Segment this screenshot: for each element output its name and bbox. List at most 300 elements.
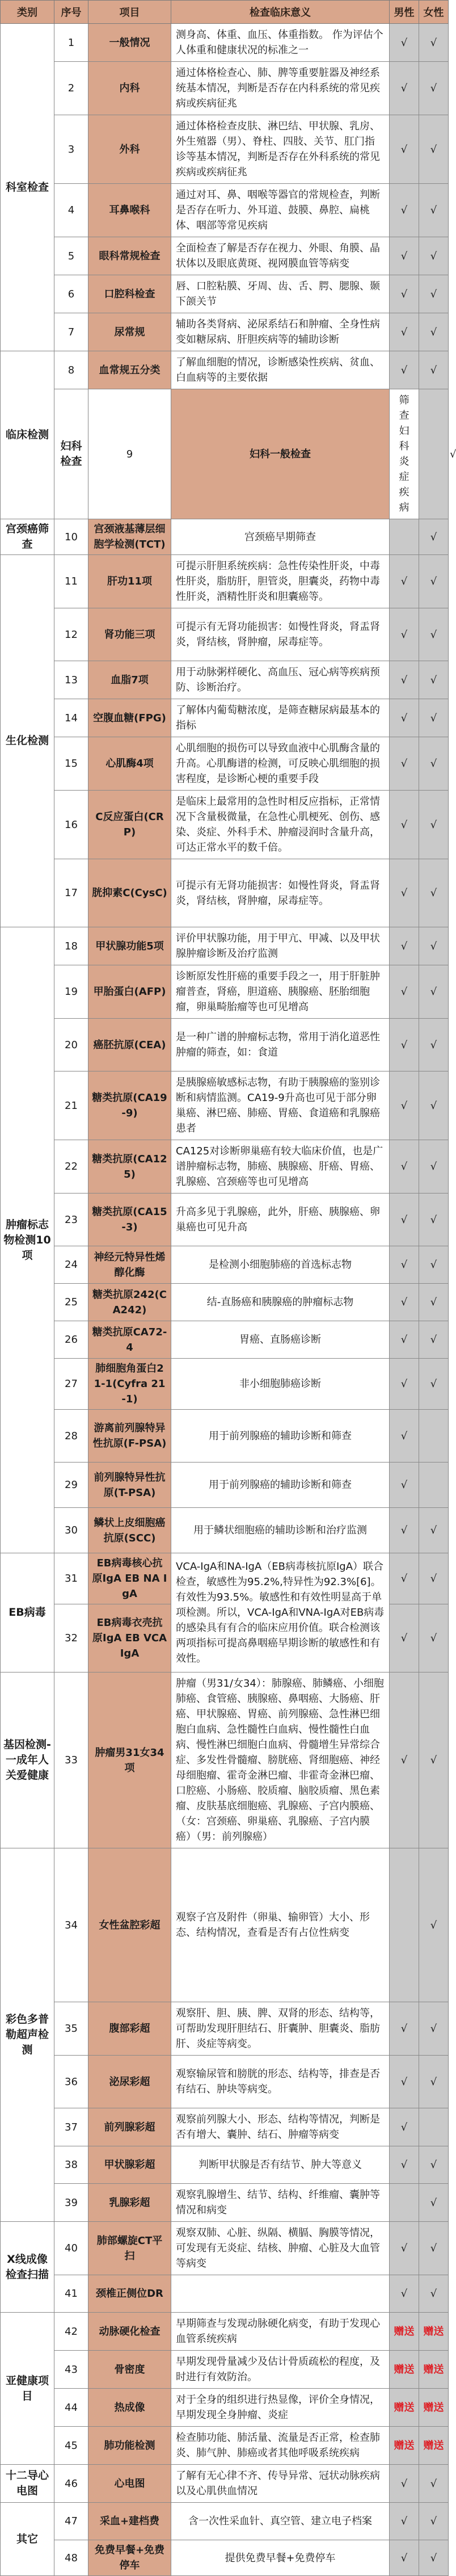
male-mark: √ xyxy=(390,965,419,1019)
item-name: 血脂7项 xyxy=(88,661,171,699)
table-header xyxy=(1,1,449,24)
row-number: 7 xyxy=(54,313,88,351)
item-name: 乳腺彩超 xyxy=(88,2184,171,2222)
item-name: 游离前列腺特异性抗原(F-PSA) xyxy=(88,1410,171,1463)
female-mark: √ xyxy=(419,2222,449,2275)
clinical-meaning: CA125对诊断卵巢癌有较大临床价值，也是广谱肿瘤标志物，肺癌、胰腺癌、肝癌、胃癌、乳腺癌、宫颈癌等也可见增高 xyxy=(171,1140,390,1194)
clinical-meaning: 是一种广谱的肿瘤标志物，常用于消化道恶性肿瘤的筛查，如：食道 xyxy=(171,1019,390,1071)
female-mark: √ xyxy=(419,1508,449,1553)
clinical-meaning: 观察肝、胆、胰、脾、双肾的形态、结构等，可帮助发现肝胆结石、肝囊肿、胆囊炎、脂肪肝、炎症等病变。 xyxy=(171,2002,390,2056)
category-cell: 妇科检查 xyxy=(54,389,88,519)
table-row xyxy=(1,2313,449,2351)
clinical-meaning: 了解血细胞的情况，诊断感染性疾病、贫血、白血病等的主要依据 xyxy=(171,351,390,389)
table-row xyxy=(1,351,449,389)
clinical-meaning: 可提示有无肾功能损害：如慢性肾炎，肾盂肾炎，肾结核，肾肿瘤，尿毒症等。 xyxy=(171,859,390,927)
item-name: 血常规五分类 xyxy=(88,351,171,389)
male-mark: √ xyxy=(390,237,419,275)
header-male: 男性 xyxy=(390,1,419,24)
item-name: 肺功能检测 xyxy=(88,2427,171,2465)
female-mark: √ xyxy=(419,1359,449,1410)
table-row xyxy=(1,1246,449,1284)
item-name: 空腹血糖(FPG) xyxy=(88,699,171,737)
male-mark: √ xyxy=(390,737,419,791)
female-mark: √ xyxy=(419,184,449,237)
table-row xyxy=(1,791,449,859)
row-number: 35 xyxy=(54,2002,88,2056)
clinical-meaning: 观察子宫及附件（卵巢、输卵管）大小、形态、结构情况，查看是否有占位性病变 xyxy=(171,1848,390,2002)
category-cell: 宫颈癌筛查 xyxy=(1,519,54,555)
female-mark: √ xyxy=(419,115,449,184)
male-mark: √ xyxy=(390,1410,419,1463)
row-number: 6 xyxy=(54,275,88,313)
male-mark: √ xyxy=(390,1019,419,1071)
table-row xyxy=(1,62,449,115)
category-cell: 临床检测 xyxy=(1,351,54,519)
clinical-meaning: 含一次性采血针、真空管、建立电子档案 xyxy=(171,2503,390,2540)
table-row xyxy=(1,2056,449,2108)
item-name: 糖类抗原(CA15-3) xyxy=(88,1194,171,1246)
female-mark: √ xyxy=(419,313,449,351)
item-name: 甲状腺彩超 xyxy=(88,2146,171,2184)
clinical-meaning: 升高多见于乳腺癌，此外，肝癌、胰腺癌、卵巢癌也可见升高 xyxy=(171,1194,390,1246)
header-meaning: 检查临床意义 xyxy=(171,1,390,24)
item-name: 骨密度 xyxy=(88,2351,171,2389)
male-mark: √ xyxy=(390,661,419,699)
male-mark: √ xyxy=(390,2540,419,2576)
item-name: 内科 xyxy=(88,62,171,115)
item-name: 糖类抗原242(CA242) xyxy=(88,1284,171,1321)
row-number: 45 xyxy=(54,2427,88,2465)
table-row xyxy=(1,1848,449,2002)
male-mark: √ xyxy=(390,2465,419,2503)
female-mark: √ xyxy=(419,1553,449,1604)
item-name: 糖类抗原CA72-4 xyxy=(88,1321,171,1359)
male-mark: √ xyxy=(390,1284,419,1321)
clinical-meaning: 是临床上最常用的急性时相反应指标，正常情况下含量极微量，在急性心肌梗死、创伤、感染、炎症、外科手术、肿瘤浸润时含量升高，可达正常水平的数千倍。 xyxy=(171,791,390,859)
row-number: 28 xyxy=(54,1410,88,1463)
row-number: 36 xyxy=(54,2056,88,2108)
female-mark: √ xyxy=(419,699,449,737)
male-mark: √ xyxy=(390,1194,419,1246)
table-row xyxy=(1,1553,449,1604)
table-body xyxy=(1,24,456,2576)
male-mark: √ xyxy=(390,859,419,927)
item-name: 心电图 xyxy=(88,2465,171,2503)
item-name: 胱抑素C(CysC) xyxy=(88,859,171,927)
item-name: 一般情况 xyxy=(88,24,171,62)
female-mark: √ xyxy=(419,2146,449,2184)
row-number: 11 xyxy=(54,555,88,608)
table-row xyxy=(1,1359,449,1410)
female-mark: √ xyxy=(419,275,449,313)
item-name: EB病毒核心抗原IgA EB NA IgA xyxy=(88,1553,171,1604)
table-row xyxy=(1,927,449,965)
item-name: 肺细胞角蛋白21-1(Cyfra 21-1) xyxy=(88,1359,171,1410)
table-row xyxy=(1,2540,449,2576)
row-number: 9 xyxy=(88,389,171,519)
item-name: 甲胎蛋白(AFP) xyxy=(88,965,171,1019)
row-number: 25 xyxy=(54,1284,88,1321)
clinical-meaning: 是检测小细胞肺癌的首选标志物 xyxy=(171,1246,390,1284)
table-row xyxy=(1,24,449,62)
male-mark: √ xyxy=(390,2222,419,2275)
clinical-meaning: 观察前列腺大小、形态、结构等情况，判断是否有增大、囊肿、结石、肿瘤等病变 xyxy=(171,2108,390,2146)
table-row xyxy=(1,965,449,1019)
table-row xyxy=(1,1672,449,1848)
male-mark: √ xyxy=(390,351,419,389)
row-number: 24 xyxy=(54,1246,88,1284)
row-number: 19 xyxy=(54,965,88,1019)
male-mark: √ xyxy=(390,2146,419,2184)
female-mark xyxy=(419,1410,449,1463)
female-mark xyxy=(419,2108,449,2146)
category-cell: 其它 xyxy=(1,2503,54,2576)
clinical-meaning: 测身高、体重、血压、体重指数。 作为评估个人体重和健康状况的标准之一 xyxy=(171,24,390,62)
table-row xyxy=(1,2222,449,2275)
clinical-meaning: 非小细胞肺癌诊断 xyxy=(171,1359,390,1410)
table-row: 妇科检查 9 妇科一般检查 筛查妇科炎症疾病 √ xyxy=(1,389,449,519)
row-number: 8 xyxy=(54,351,88,389)
item-name: 宫颈液基薄层细胞学检测(TCT) xyxy=(88,519,171,555)
category-cell: 基因检测-一成年人关爱健康 xyxy=(1,1672,54,1848)
header-no: 序号 xyxy=(54,1,88,24)
row-number: 23 xyxy=(54,1194,88,1246)
male-mark: √ xyxy=(390,1359,419,1410)
table-row xyxy=(1,1463,449,1508)
female-mark: √ xyxy=(419,519,449,555)
male-mark xyxy=(390,519,419,555)
row-number: 16 xyxy=(54,791,88,859)
category-cell: 肿瘤标志物检测10项 xyxy=(1,927,54,1553)
male-mark: √ xyxy=(390,1553,419,1604)
clinical-meaning: 用于前列腺癌的辅助诊断和筛查 xyxy=(171,1410,390,1463)
female-mark: √ xyxy=(419,2465,449,2503)
male-mark: √ xyxy=(390,699,419,737)
item-name: 泌尿彩超 xyxy=(88,2056,171,2108)
female-mark: √ xyxy=(419,2275,449,2313)
table-row xyxy=(1,115,449,184)
female-mark: √ xyxy=(419,237,449,275)
table-row xyxy=(1,1410,449,1463)
male-mark: √ xyxy=(390,1071,419,1140)
table-row xyxy=(1,1019,449,1071)
row-number: 33 xyxy=(54,1672,88,1848)
item-name: 动脉硬化检查 xyxy=(88,2313,171,2351)
male-mark: √ xyxy=(390,1140,419,1194)
row-number: 4 xyxy=(54,184,88,237)
row-number: 10 xyxy=(54,519,88,555)
clinical-meaning: 用于动脉粥样硬化、高血压、冠心病等疾病预防、诊断治疗。 xyxy=(171,661,390,699)
row-number: 30 xyxy=(54,1508,88,1553)
male-mark: √ xyxy=(390,184,419,237)
row-number: 41 xyxy=(54,2275,88,2313)
table-row xyxy=(1,1321,449,1359)
clinical-meaning: 全面检查了解是否存在视力、外眼、角膜、晶状体以及眼底黄斑、视网膜血管等病变 xyxy=(171,237,390,275)
category-cell: 彩色多普勒超声检测 xyxy=(1,1848,54,2222)
item-name: 妇科一般检查 xyxy=(171,389,390,519)
female-mark: √ xyxy=(419,1604,449,1672)
row-number: 3 xyxy=(54,115,88,184)
item-name: 眼科常规检查 xyxy=(88,237,171,275)
item-name: 尿常规 xyxy=(88,313,171,351)
clinical-meaning: 是胰腺癌敏感标志物，有助于胰腺癌的鉴别诊断和病情监测。CA19-9升高也可见于部分卵巢癌、淋巴癌、肺癌、胃癌、食道癌和乳腺癌患者 xyxy=(171,1071,390,1140)
row-number: 14 xyxy=(54,699,88,737)
header-category: 类别 xyxy=(1,1,54,24)
table-row xyxy=(1,608,449,661)
table-row xyxy=(1,1284,449,1321)
female-mark: √ xyxy=(419,1140,449,1194)
clinical-meaning: 用于鳞状细胞癌的辅助诊断和治疗监测 xyxy=(171,1508,390,1553)
clinical-meaning: 提供免费早餐+免费停车 xyxy=(171,2540,390,2576)
female-mark: 赠送 xyxy=(419,2427,449,2465)
row-number: 26 xyxy=(54,1321,88,1359)
male-mark: √ xyxy=(390,2056,419,2108)
row-number: 34 xyxy=(54,1848,88,2002)
male-mark: √ xyxy=(390,2275,419,2313)
table-row xyxy=(1,737,449,791)
clinical-meaning: 观察双肺、心脏、纵隔、横膈、胸膜等情况，可发现有无炎症、结核、肿瘤、心脏及大血管等病变 xyxy=(171,2222,390,2275)
male-mark: √ xyxy=(390,1246,419,1284)
female-mark: √ xyxy=(419,1672,449,1848)
row-number: 2 xyxy=(54,62,88,115)
category-cell: 亚健康项目 xyxy=(1,2313,54,2465)
table-row xyxy=(1,1508,449,1553)
male-mark: √ xyxy=(390,2002,419,2056)
item-name: 糖类抗原(CA125) xyxy=(88,1140,171,1194)
row-number: 18 xyxy=(54,927,88,965)
female-mark: √ xyxy=(419,1848,449,2002)
male-mark: √ xyxy=(390,2108,419,2146)
row-number: 43 xyxy=(54,2351,88,2389)
female-mark: √ xyxy=(419,62,449,115)
item-name: 癌胚抗原(CEA) xyxy=(88,1019,171,1071)
male-mark: √ xyxy=(390,275,419,313)
male-mark: √ xyxy=(390,1463,419,1508)
item-name: C反应蛋白(CRP) xyxy=(88,791,171,859)
male-mark xyxy=(390,2184,419,2222)
male-mark: √ xyxy=(390,1321,419,1359)
row-number: 31 xyxy=(54,1553,88,1604)
male-mark: 赠送 xyxy=(390,2427,419,2465)
female-mark: √ xyxy=(419,1246,449,1284)
table-row xyxy=(1,2503,449,2540)
item-name: 肿瘤男31女34项 xyxy=(88,1672,171,1848)
row-number: 22 xyxy=(54,1140,88,1194)
item-name: 神经元特异性烯醇化酶 xyxy=(88,1246,171,1284)
item-name: 热成像 xyxy=(88,2389,171,2427)
female-mark xyxy=(419,1463,449,1508)
item-name: 前列腺特异性抗原(T-PSA) xyxy=(88,1463,171,1508)
row-number: 17 xyxy=(54,859,88,927)
male-mark: √ xyxy=(390,1604,419,1672)
clinical-meaning: 早期发现骨量减少及估计骨质疏松的程度，及时进行有效防治。 xyxy=(171,2351,390,2389)
female-mark: √ xyxy=(419,2503,449,2540)
row-number: 20 xyxy=(54,1019,88,1071)
header-item: 项目 xyxy=(88,1,171,24)
item-name: EB病毒衣壳抗原IgA EB VCA IgA xyxy=(88,1604,171,1672)
clinical-meaning: 胃癌、直肠癌诊断 xyxy=(171,1321,390,1359)
category-cell: X线成像检查扫描 xyxy=(1,2222,54,2313)
item-name: 肝功11项 xyxy=(88,555,171,608)
table-row xyxy=(1,1140,449,1194)
male-mark xyxy=(390,1848,419,2002)
clinical-meaning: 可提示有无肾功能损害：如慢性肾炎，肾盂肾炎，肾结核，肾肿瘤，尿毒症等。 xyxy=(171,608,390,661)
row-number: 42 xyxy=(54,2313,88,2351)
row-number: 12 xyxy=(54,608,88,661)
female-mark: √ xyxy=(419,1019,449,1071)
row-number: 40 xyxy=(54,2222,88,2275)
clinical-meaning: 辅助各类肾病、泌尿系结石和肿瘤、全身性病变如糖尿病、肝胆疾病等的辅助诊断 xyxy=(171,313,390,351)
female-mark: √ xyxy=(419,791,449,859)
female-mark: √ xyxy=(419,2002,449,2056)
female-mark: √ xyxy=(419,2184,449,2222)
female-mark: √ xyxy=(419,737,449,791)
clinical-meaning: 唇、口腔粘膜、牙周、齿、舌、腭、腮腺、颞下颌关节 xyxy=(171,275,390,313)
male-mark: √ xyxy=(390,1508,419,1553)
row-number: 48 xyxy=(54,2540,88,2576)
male-mark: √ xyxy=(390,62,419,115)
clinical-meaning: 通过体格检查心、肺、脾等重要脏器及神经系统基本情况，判断是否存在内科系统的常见疾病或疾病征兆 xyxy=(171,62,390,115)
clinical-meaning: 评价甲状腺功能，用于甲亢、甲减、以及甲状腺肿瘤诊断及治疗监测 xyxy=(171,927,390,965)
table-row xyxy=(1,2275,449,2313)
table-row xyxy=(1,699,449,737)
row-number: 46 xyxy=(54,2465,88,2503)
clinical-meaning: 观察乳腺增生、结节、结构、纤维瘤、囊肿等情况和病变 xyxy=(171,2184,390,2222)
female-mark: √ xyxy=(419,1071,449,1140)
category-cell: EB病毒 xyxy=(1,1553,54,1672)
row-number: 13 xyxy=(54,661,88,699)
male-mark: √ xyxy=(390,791,419,859)
male-mark: √ xyxy=(390,927,419,965)
table-row xyxy=(1,859,449,927)
female-mark: √ xyxy=(419,965,449,1019)
clinical-meaning: 肿瘤（男31/女34）：肺腺癌、肺鳞癌、小细胞肺癌、食管癌、胰腺癌、鼻咽癌、大肠癌、肝癌、甲状腺癌、胃癌、前列腺癌、急性淋巴细胞白血病、急性髓性白血病、慢性髓性白血病、慢性淋巴细胞白血病、骨髓增生异常综合症、多发性骨髓瘤、膀胱癌、肾细胞癌、神经母细胞瘤、霍奇金淋巴瘤、非霍奇金淋巴瘤、口腔癌、小肠癌、胶质瘤、脑胶质瘤、黑色素瘤、皮肤基底细胞癌、乳腺癌、子宫内膜癌、（女：宫颈癌、卵巢癌、乳腺癌、子宫内膜癌）（男：前列腺癌） xyxy=(171,1672,390,1848)
item-name: 肺部螺旋CT平扫 xyxy=(88,2222,171,2275)
female-mark: √ xyxy=(419,608,449,661)
table-row xyxy=(1,2351,449,2389)
table-row xyxy=(1,555,449,608)
row-number: 29 xyxy=(54,1463,88,1508)
male-mark: 赠送 xyxy=(390,2351,419,2389)
male-mark: √ xyxy=(390,313,419,351)
female-mark: √ xyxy=(419,927,449,965)
row-number: 37 xyxy=(54,2108,88,2146)
clinical-meaning: 早期筛查与发现动脉硬化病变，有助于发现心血管系统疾病 xyxy=(171,2313,390,2351)
clinical-meaning: 宫颈癌早期筛查 xyxy=(171,519,390,555)
row-number: 47 xyxy=(54,2503,88,2540)
item-name: 耳鼻喉科 xyxy=(88,184,171,237)
clinical-meaning: 通过对耳、鼻、咽喉等器官的常规检查，判断是否存在听力、外耳道、鼓膜、鼻腔、扁桃体、咽部等常见疾病 xyxy=(171,184,390,237)
male-mark: √ xyxy=(390,555,419,608)
female-mark: √ xyxy=(419,351,449,389)
item-name: 肾功能三项 xyxy=(88,608,171,661)
female-mark: 赠送 xyxy=(419,2389,449,2427)
female-mark: √ xyxy=(419,661,449,699)
table-row xyxy=(1,1194,449,1246)
clinical-meaning: VCA-IgA和NA-IgA（EB病毒核抗原IgA）联合检查，敏感性为95.2%,特异性为92.3%[6]。有效性为93.5%。敏感性和有效性明显高于单项检测。所以，VCA-IgA和VNA-IgA对EB病毒的感染具有有合的临床应用价值。联合检测该两项指标可提高鼻咽癌早期诊断的敏感性和有效性。 xyxy=(171,1553,390,1672)
clinical-meaning: 筛查妇科炎症疾病 xyxy=(390,389,419,519)
item-name: 免费早餐+免费停车 xyxy=(88,2540,171,2576)
row-number: 5 xyxy=(54,237,88,275)
clinical-meaning: 判断甲状腺是否有结节、肿大等意义 xyxy=(171,2146,390,2184)
clinical-meaning: 检查肺功能、肺活量、流量是否正常，检查肺炎、肺气肿、肺癌或者其他呼吸系统疾病 xyxy=(171,2427,390,2465)
male-mark: √ xyxy=(390,115,419,184)
female-mark: √ xyxy=(419,1321,449,1359)
male-mark: √ xyxy=(390,1672,419,1848)
male-mark: √ xyxy=(390,2503,419,2540)
item-name: 女性盆腔彩超 xyxy=(88,1848,171,2002)
clinical-meaning: 可提示肝胆系统疾病：急性传染性肝炎，中毒性肝炎，脂肪肝，胆管炎，胆囊炎，药物中毒性肝炎，酒精性肝炎和胆囊癌等。 xyxy=(171,555,390,608)
clinical-meaning: 观察输尿管和膀胱的形态、结构等，排查是否有结石、肿块等病变。 xyxy=(171,2056,390,2108)
table-row xyxy=(1,2389,449,2427)
category-cell: 十二导心电图 xyxy=(1,2465,54,2503)
clinical-meaning: 用于前列腺癌的辅助诊断和筛查 xyxy=(171,1463,390,1508)
clinical-meaning: 了解体内葡萄糖浓度，是筛查糖尿病最基本的指标 xyxy=(171,699,390,737)
clinical-meaning: 通过体格检查皮肤、淋巴结、甲状腺、乳房、外生殖器（男）、脊柱、四肢、关节、肛门指诊等基本情况，判断是否存在外科系统的常见疾病或疾病征兆 xyxy=(171,115,390,184)
male-mark: √ xyxy=(390,608,419,661)
male-mark xyxy=(419,389,449,519)
row-number: 27 xyxy=(54,1359,88,1410)
table-row xyxy=(1,275,449,313)
row-number: 15 xyxy=(54,737,88,791)
female-mark: √ xyxy=(419,1194,449,1246)
item-name: 糖类抗原(CA19-9) xyxy=(88,1071,171,1140)
row-number: 32 xyxy=(54,1604,88,1672)
clinical-meaning: 诊断原发性肝癌的重要手段之一，用于肝脏肿瘤普查，肾癌，胆道癌、胰腺癌、胚胎细胞瘤，卵巢畸胎瘤等也可见增高 xyxy=(171,965,390,1019)
row-number: 44 xyxy=(54,2389,88,2427)
clinical-meaning: 了解有无心律不齐、传导异常、冠状动脉疾病以及心肌供血情况 xyxy=(171,2465,390,2503)
female-mark: √ xyxy=(419,2540,449,2576)
female-mark: √ xyxy=(419,1284,449,1321)
table-row xyxy=(1,2465,449,2503)
clinical-meaning: 结-直肠癌和胰腺癌的肿瘤标志物 xyxy=(171,1284,390,1321)
item-name: 外科 xyxy=(88,115,171,184)
table-row xyxy=(1,2184,449,2222)
table-row xyxy=(1,184,449,237)
table-row xyxy=(1,313,449,351)
item-name: 甲状腺功能5项 xyxy=(88,927,171,965)
item-name: 鳞状上皮细胞癌抗原(SCC) xyxy=(88,1508,171,1553)
table-row xyxy=(1,519,449,555)
clinical-meaning xyxy=(171,2275,390,2313)
item-name: 采血+建档费 xyxy=(88,2503,171,2540)
category-cell: 科室检查 xyxy=(1,24,54,351)
item-name: 前列腺彩超 xyxy=(88,2108,171,2146)
item-name: 口腔科检查 xyxy=(88,275,171,313)
female-mark: 赠送 xyxy=(419,2351,449,2389)
item-name: 腹部彩超 xyxy=(88,2002,171,2056)
item-name: 颈椎正侧位DR xyxy=(88,2275,171,2313)
clinical-meaning: 心肌细胞的损伤可以导致血液中心肌酶含量的升高。心肌酶谱的检测，可反映心肌细胞的损害程度，是诊断心梗的重要手段 xyxy=(171,737,390,791)
row-number: 38 xyxy=(54,2146,88,2184)
male-mark: √ xyxy=(390,24,419,62)
table-row xyxy=(1,2108,449,2146)
table-row xyxy=(1,237,449,275)
female-mark: √ xyxy=(419,24,449,62)
female-mark: √ xyxy=(419,555,449,608)
table-row xyxy=(1,661,449,699)
table-row xyxy=(1,2002,449,2056)
category-cell: 生化检测 xyxy=(1,555,54,927)
row-number: 39 xyxy=(54,2184,88,2222)
female-mark: 赠送 xyxy=(419,2313,449,2351)
row-number: 1 xyxy=(54,24,88,62)
table-row xyxy=(1,2146,449,2184)
row-number: 21 xyxy=(54,1071,88,1140)
table-row xyxy=(1,1071,449,1140)
clinical-meaning: 对于全身的组织进行热显像，评价全身情况，早期发现全身肿瘤、炎症 xyxy=(171,2389,390,2427)
female-mark: √ xyxy=(419,2056,449,2108)
